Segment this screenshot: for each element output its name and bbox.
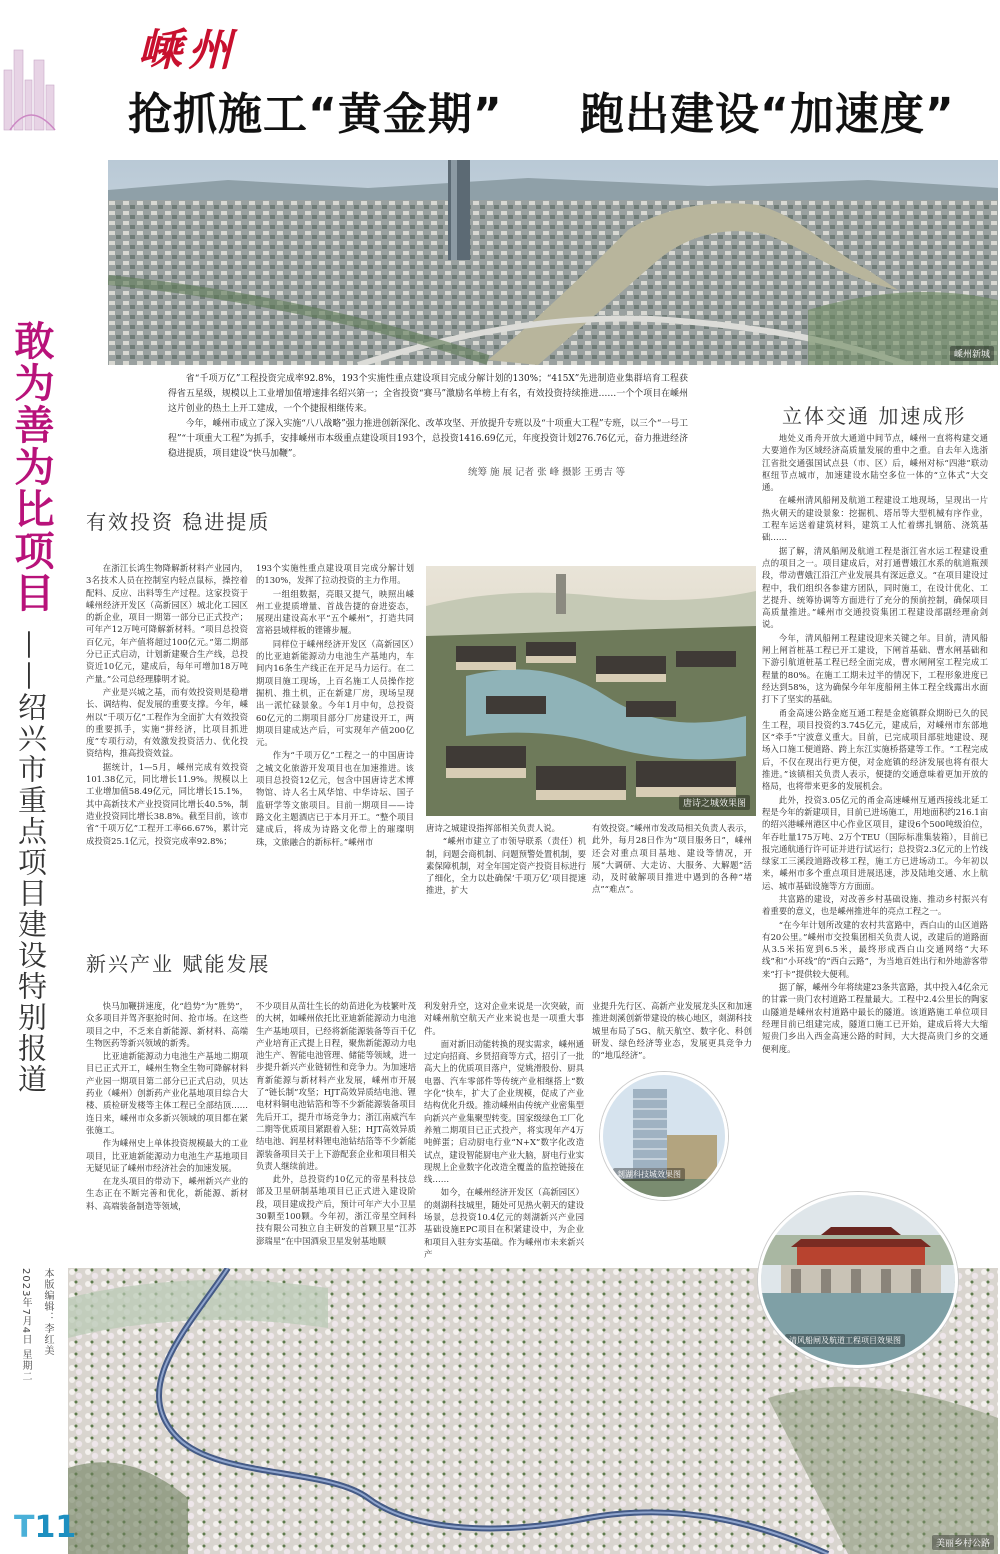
- headline-right: 跑出建设“加速度”: [580, 89, 955, 140]
- page-digits: 11: [34, 1510, 77, 1545]
- skyline-graphic: [0, 30, 60, 140]
- section-heading-industry: 新兴产业 赋能发展: [86, 952, 271, 976]
- article-paragraph: 作为嵊州史上单体投资规模最大的工业项目，比亚迪新能源动力电池生产基地项目无疑见证了嵊州市经济社会的加速发展。: [86, 1138, 248, 1173]
- rural-road-caption: 美丽乡村公路: [932, 1535, 994, 1550]
- article-paragraph: 业提升先行区、高新产业发展龙头区和加速推进剡溪创新带建设的核心地区，剡湖科技城里布局了5G、航天航空、数字化、科创研发、绿色经济等业态，发展更具竞争力的“地瓜经济”。: [592, 1001, 752, 1061]
- industry-col-4: [592, 1000, 752, 1076]
- article-paragraph: 不少项目从苗壮生长的幼苗进化为枝繁叶茂的大树，如嵊州依托比亚迪新能源动力电池生产基地项目，已经将新能源装备等百千亿产业培育正式提上日程，聚焦新能源动力电池生产、智能电池管理、储能等领域，进一步提升新兴产业链韧性和竞争力。为加速培育新能源与新材料产业发展，嵊州市开展了“链长制”攻坚；HJT高效异质结电池、锂电材料铜电池钻箔和等不少新能源装备项目先后开工，提升市场竞争力；浙江南威汽车二期等优质项目紧跟着入驻；HJT高效异质结电池、润星材料锂电池钻结箔等不少新能源装备项目关于上下游配套企业和项目相关负责人继续前进。: [256, 1001, 416, 1171]
- industry-col-2: [256, 1000, 416, 1278]
- article-paragraph: 产业是兴城之基，而有效投资则是稳增长、调结构、促发展的重要支撑。今年，嵊州以“千项万亿”工程作为全面扩大有效投资的重要抓手，实施“拼经济，比项目抓进度”专项行动，有效激发投资活力、优化投资结构，推高投资效益。: [86, 686, 248, 759]
- article-paragraph: 据统计，1—5月，嵊州完成有效投资101.38亿元，同比增长11.9%。规模以上工业增加值58.49亿元，同比增长15.1%，其中高新技术产业投资同比增长40.5%，制造业投资同比增长38.8%。截至目前，该市省“千项万亿”工程开工率66.67%，累计完成投资25.1亿元，投资完成率92.8%；: [86, 761, 248, 846]
- article-paragraph: “在今年计划所改建的农村共富路中，西白山的山区道路有20公里。”嵊州市交投集团相关负责人说，改建后的道路面从3.5米拓宽到6.5米，最终形成西白山交通网络“大环线”和“小环线”的“西白云路”，为当地百姓出行和外地游客带来“打卡”提供较大便利。: [762, 919, 988, 979]
- article-paragraph: 地处义甬舟开放大通道中间节点，嵊州一直将构建交通大要道作为区域经济高质量发展的重中之重。自去年入选浙江省批交通强国试点县（市、区）后，嵊州对标“四港”联动枢纽节点城市，加速建设水陆空多位一体的“立体式”大交通。: [762, 433, 988, 493]
- article-paragraph: 比亚迪新能源动力电池生产基地二期项目已正式开工，嵊州生物全生物可降解材料产业园一期项目第二部分已正式启动，贝达药业（嵊州）创新药产业化基地项目综合大楼、质检研发楼等主体工程已全部结顶……连日来，嵊州市众多新兴领域的项目都在紧张施工。: [86, 1051, 248, 1135]
- lead-paragraph: 今年，嵊州市成立了深入实施“八八战略”强力推进创新深化、改革攻坚、开放提升专班以及“十项重大工程”专班，以三个“一号工程”“十项重大工程”为抓手，安排嵊州市本级重点建设项目193个，总投资1416.69亿元，年度投资计划276.76亿元，奋力推进经济稳进提质，项目建设“快马加鞭”。: [168, 419, 688, 459]
- article-paragraph: “嵊州市建立了市领导联系（责任）机制，问题会商机制、问题预警处置机制，要素保障机制，对全年国定资产投资目标进行了细化，全力以赴确保‘千项万亿’项目提速推进，扩大: [426, 836, 586, 896]
- page-letter: T: [14, 1510, 35, 1545]
- lead-paragraph: 省“千项万亿”工程投资完成率92.8%，193个实施性重点建设项目完成分解计划的130%；“415X”先进制造业集群培育工程获得省五星级，规模以上工业增加值增速排名绍兴第一；全省投资“赛马”激励名单榜上有名，有效投资持续推进……一个个项目在嵊州这片创业的热土上开工建成，一个个捷报相继传来。: [168, 374, 688, 414]
- invest-col-4: [592, 822, 752, 922]
- invest-col-2: [256, 562, 414, 922]
- article-paragraph: 此外，投资3.05亿元的甬金高速嵊州互通西接线北延工程是今年的新建项目，目前已进场施工，用地面积约216.1亩的绍兴港嵊州港区中心作业区项目，建设6个500吨级泊位，年吞吐量175万吨、2万个TEU（国际标准集装箱），目前已报完通航通行许可证并进行试运行；总投资2.3亿元的上竹线绿家工三溪段道路改移工程，施工方已进场动工。今年初以来，嵊州市多个重点项目进展迅速，涉及陆地交通、水上航运、城市基础设施等方方面面。: [762, 794, 988, 891]
- article-paragraph: 此外，总投资约10亿元的帝星科技总部及卫星研制基地项目已正式进入建设阶段，项目建成投产后，预计可年产大小卫星30颗至100颗。今年初，浙江帝星空间科技有限公司独立自主研发的首颗卫星“江苏澎瑞星”在中国酒泉卫星发射基地顺: [256, 1174, 416, 1246]
- article-paragraph: 如今，在嵊州经济开发区（高新园区）的剡湖科技城里，随处可见热火朝天的建设场景，总投资10.4亿元的剡湖新兴产业园基础设施EPC项目在积紧建设中，为企业和项目入驻夯实基础。作为嵊州市未来新兴产: [424, 1187, 584, 1259]
- article-paragraph: 共富路的建设，对改善乡村基础设施、推动乡村振兴有着重要的意义，也是嵊州推进年的亮点工程之一。: [762, 893, 988, 917]
- article-paragraph: 在龙头项目的带动下，嵊州新兴产业的生态正在不断完善和优化，新能源、新材料、高端装备制造等领域，: [86, 1176, 248, 1211]
- article-paragraph: 面对新旧动能转换的现实需求，嵊州通过定向招商、乡贤招商等方式，招引了一批高大上的优质项目落户，觉姚滑股份、厨具电器、汽车零部件等传统产业相继搭上“数字化”快车，扩大了企业规模，促成了产业结构优化升级。推动嵊州由传统产业密集型向新兴产业集聚型转变。国家级绿色工厂化养殖二期项目已正式投产，将实现年产4万吨鲜蛋；启动厨电行业“N+X”数字化改造试点，建设智能厨电产业大脑，厨电行业实现规上企业数字化改造全覆盖的监控链接在线……: [424, 1038, 584, 1185]
- article-paragraph: 一组组数据，亮眼又提气，映照出嵊州工业提质增量、首战告捷的奋进姿态，展现出建设高水平“五个嵊州”，打造共同富裕县域样板的铿锵步履。: [256, 588, 414, 636]
- culture-city-render: [426, 566, 756, 816]
- place-name: 嵊州: [138, 25, 238, 76]
- series-subtitle: ——绍兴市重点项目建设特别报道: [14, 630, 48, 1095]
- tech-city-caption: 剡湖科技城效果图: [613, 1168, 685, 1181]
- article-paragraph: 快马加鞭拼速度，化“趋势”为“胜势”，众多项目并驾齐驱抢时间、抢市场。在这些项目之中，不乏来自新能源、新材料、高端生物医药等新兴领域的新秀。: [86, 1001, 248, 1048]
- series-title: 敢为善为比项目: [8, 320, 54, 614]
- article-paragraph: 有效投资。”嵊州市发改局相关负责人表示，此外，每月28日作为“项目服务日”，嵊州还会对重点项目基地、建设等情况，开展“大调研、大走访、大服务、大解题”活动，及时破解项目推进中遇到的各种“堵点”“难点”。: [592, 823, 752, 895]
- article-paragraph: 甬金高速公路金庭互通工程是金庭镇群众期盼已久的民生工程，项目投资约3.745亿元，建成后，对嵊州市东部地区“牵手”宁波意义重大。目前，已完成项目部驻地建设、现场入口施工便道路、跨上东江实施桥搭建等工作。“工程完成后，不仅在现出行更方便，对金庭镇的经济发展也将有很大推进。”该镇相关负责人表示，便捷的交通意味着更加开放的格局，也将带来更多的发展机会。: [762, 707, 988, 792]
- lead-text: [168, 372, 688, 462]
- byline: 统筹 施 展 记者 张 峰 摄影 王勇吉 等: [468, 467, 626, 478]
- editor-credit: 本版编辑：李红美: [42, 1268, 53, 1356]
- article-paragraph: 作为“千项万亿”工程之一的中国唐诗之城文化旅游开发项目也在加速推进。该项目总投资12亿元，包含中国唐诗艺术博物馆、诗人名士风华馆、中华诗坛、国子监研学等文旅项目。目前一期项目——诗路文化主题酒店已于本月开工。“整个项目建成后，将成为诗路文化带上的璀璨明珠，文旅融合的新标杆。”嵊州市: [256, 750, 414, 847]
- section-heading-traffic: 立体交通 加速成形: [782, 404, 967, 428]
- article-paragraph: 据了解，嵊州今年将续建23条共富路，其中投入4亿余元的甘霖一贵门农村道路工程量最大。工程中2.4公里长的陶家山隧道是嵊州农村道路中最长的隧道。该道路施工单位项目经理目前已组建完成，隧道口施工已开始，建成后将大大缩短贵门乡出入西金高速公路的时间，大大提高贵门乡的交通便利度。: [762, 982, 988, 1054]
- article-paragraph: 在浙江长鸿生物降解新材料产业园内，3名技术人员在控制室内轻点鼠标，操控着配料、反应、出料等生产过程。这家投资于嵊州经济开发区（高新园区）城北化工园区的新企业，项目一期第一部分已正式投产；可年产12万吨可降解新材料。“项目总投资百亿元，年产值将超过100亿元。”第二期部分已正式启动，计划新建聚合生产线，总投资近10亿元，建成后，每年可增加18万吨产量。”公司总经理滕明才说。: [86, 563, 248, 684]
- masthead: [0, 0, 1000, 160]
- issue-date: 2023年7月4日 星期二: [20, 1268, 31, 1383]
- ship-lock-caption: 清风船闸及航道工程项目效果图: [785, 1334, 905, 1347]
- culture-render-caption: 唐诗之城效果图: [679, 795, 750, 810]
- article-paragraph: 193个实施性重点建设项目完成分解计划的130%，发挥了拉动投资的主力作用。: [256, 563, 414, 586]
- section-heading-invest: 有效投资 稳进提质: [86, 510, 271, 534]
- invest-col-3: [426, 822, 586, 922]
- article-paragraph: 据了解，清风船闸及航道工程是浙江省水运工程建设重点的项目之一。项目建成后，对打通曹娥江水系的航道瓶颈段，带动曹娥江沿江产业发展具有深远意义。“在项目建设过程中，我们组织各参建方团队，同时施工，在设计优化、工艺提升、统筹协调等方面进行了充分的预前控制，确保项目高质量推进。”嵊州市交通投资集团工程建设部副经理俞剑说。: [762, 545, 988, 630]
- city-aerial-photo: [108, 160, 998, 365]
- tech-city-render: [600, 1072, 728, 1200]
- article-paragraph: 今年，清风船闸工程建设迎来关键之年。目前，清风船闸上闸首桩基工程已开工建设，下闸首基础、曹水闸基础和下游引航道桩基工程已经全面完成，曹水闸闸室工程完成工程量的80%。在施工工期未过半的情况下，工程形象进度已经达到58%，这为确保今年年度船闸主体工程全线露出水面打下了坚实的基础。: [762, 632, 988, 705]
- headline-left: 抢抓施工“黄金期”: [128, 89, 503, 140]
- page-number: [14, 1510, 76, 1545]
- series-banner: [0, 320, 62, 1200]
- article-paragraph: 在嵊州清风船闸及航道工程建设工地现场，呈现出一片热火朝天的建设景象：挖掘机、塔吊等大型机械有序作业，工程车运送着建筑材料，建筑工人忙着绑扎钢筋、浇筑基础……: [762, 495, 988, 543]
- article-paragraph: 同样位于嵊州经济开发区（高新园区）的比亚迪新能源动力电池生产基地内，车间内16条生产线正在开足马力运行。在二期项目施工现场，上百名施工人员操作挖掘机、推土机，正在新建厂房，现场呈现出一派忙碌景象。今年1月中旬，总投资60亿元的二期项目部分厂房建设开工，两期项目建成达产后，可实现年产值200亿元。: [256, 638, 414, 748]
- traffic-col: [762, 432, 988, 1092]
- ship-lock-render: [758, 1192, 958, 1368]
- industry-col-1: [86, 1000, 248, 1278]
- city-photo-caption: 嵊州新城: [950, 346, 994, 361]
- article-paragraph: 利发射升空，这对企业来说是一次突破，而对嵊州航空航天产业来说也是一项重大事件。: [424, 1001, 584, 1036]
- industry-col-3: [424, 1000, 584, 1278]
- invest-col-1: [86, 562, 248, 922]
- article-paragraph: 唐诗之城建设指挥部相关负责人说。: [426, 823, 560, 833]
